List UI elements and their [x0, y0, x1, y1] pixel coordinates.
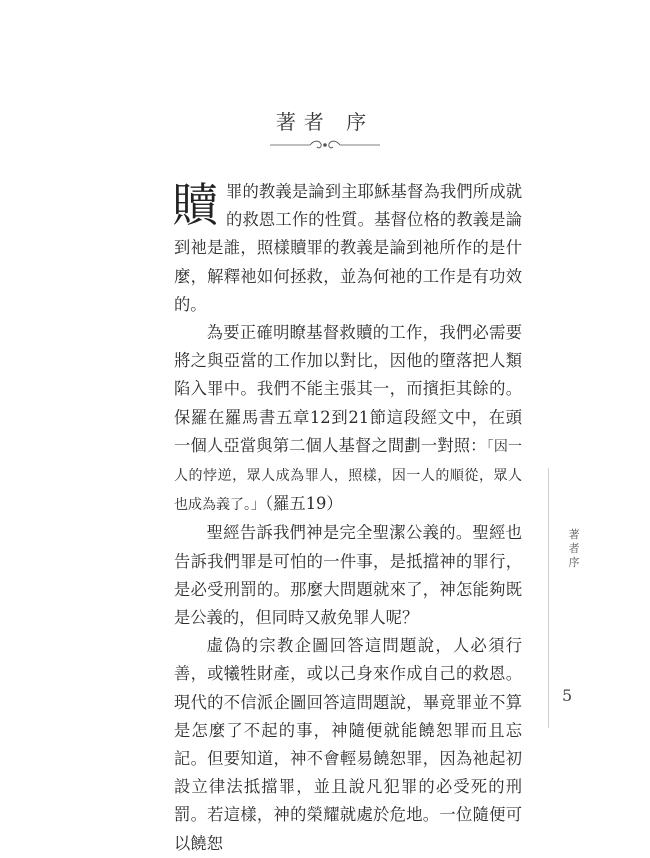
- paragraph: [174, 632, 522, 858]
- paragraph-text: 虛偽的宗教企圖回答這問題說，人必須行善，或犧牲財產，或以己身來作成自己的救恩。現代的不信派企圖回答這問題說，畢竟罪並不算是怎麼了不起的事，神隨便就能饒恕罪而且忘記。但要知道，神不會輕易饒恕罪，因為祂起初設立律法抵擋罪，並且說凡犯罪的必受死的刑罰。若這樣，神的榮耀就處於危地。一位隨便可以饒恕: [174, 636, 522, 853]
- body-text: [174, 178, 522, 858]
- scripture-reference: （羅五19）: [265, 494, 343, 514]
- paragraph-text: 罪的教義是論到主耶穌基督為我們所成就的救恩工作的性質。基督位格的教義是論到祂是誰，照樣贖罪的教義是論到祂所作的是什麼，解釋祂如何拯救，並為何祂的工作是有功效的。: [174, 182, 522, 314]
- paragraph: [174, 178, 522, 319]
- paragraph-text: 聖經告訴我們神是完全聖潔公義的。聖經也告訴我們罪是可怕的一件事，是抵擋神的罪行，是必受刑罰的。那麼大問題就來了，神怎能夠既是公義的，但同時又赦免罪人呢？: [174, 523, 522, 628]
- paragraph-text: 為要正確明瞭基督救贖的工作，我們必需要將之與亞當的工作加以對比，因他的墮落把人類陷入罪中。我們不能主張其一，而擯拒其餘的。保羅在羅馬書五章12到21節這段經文中，在頭一個人亞當與第二個人基督之間劃一對照：: [174, 323, 522, 455]
- ornament-divider: [268, 138, 382, 152]
- margin-rule: [548, 468, 549, 728]
- paragraph: [174, 319, 522, 519]
- drop-cap: 贖: [172, 178, 218, 232]
- chapter-title: 著者 序: [275, 110, 375, 134]
- running-head: 著者 序: [568, 528, 580, 569]
- paragraph: [174, 519, 522, 632]
- scripture-quote: 「因一人的悖逆，眾人成為罪人，照樣，因一人的順從，眾人也成為義了。」: [174, 438, 522, 514]
- page-number: 5: [562, 686, 573, 705]
